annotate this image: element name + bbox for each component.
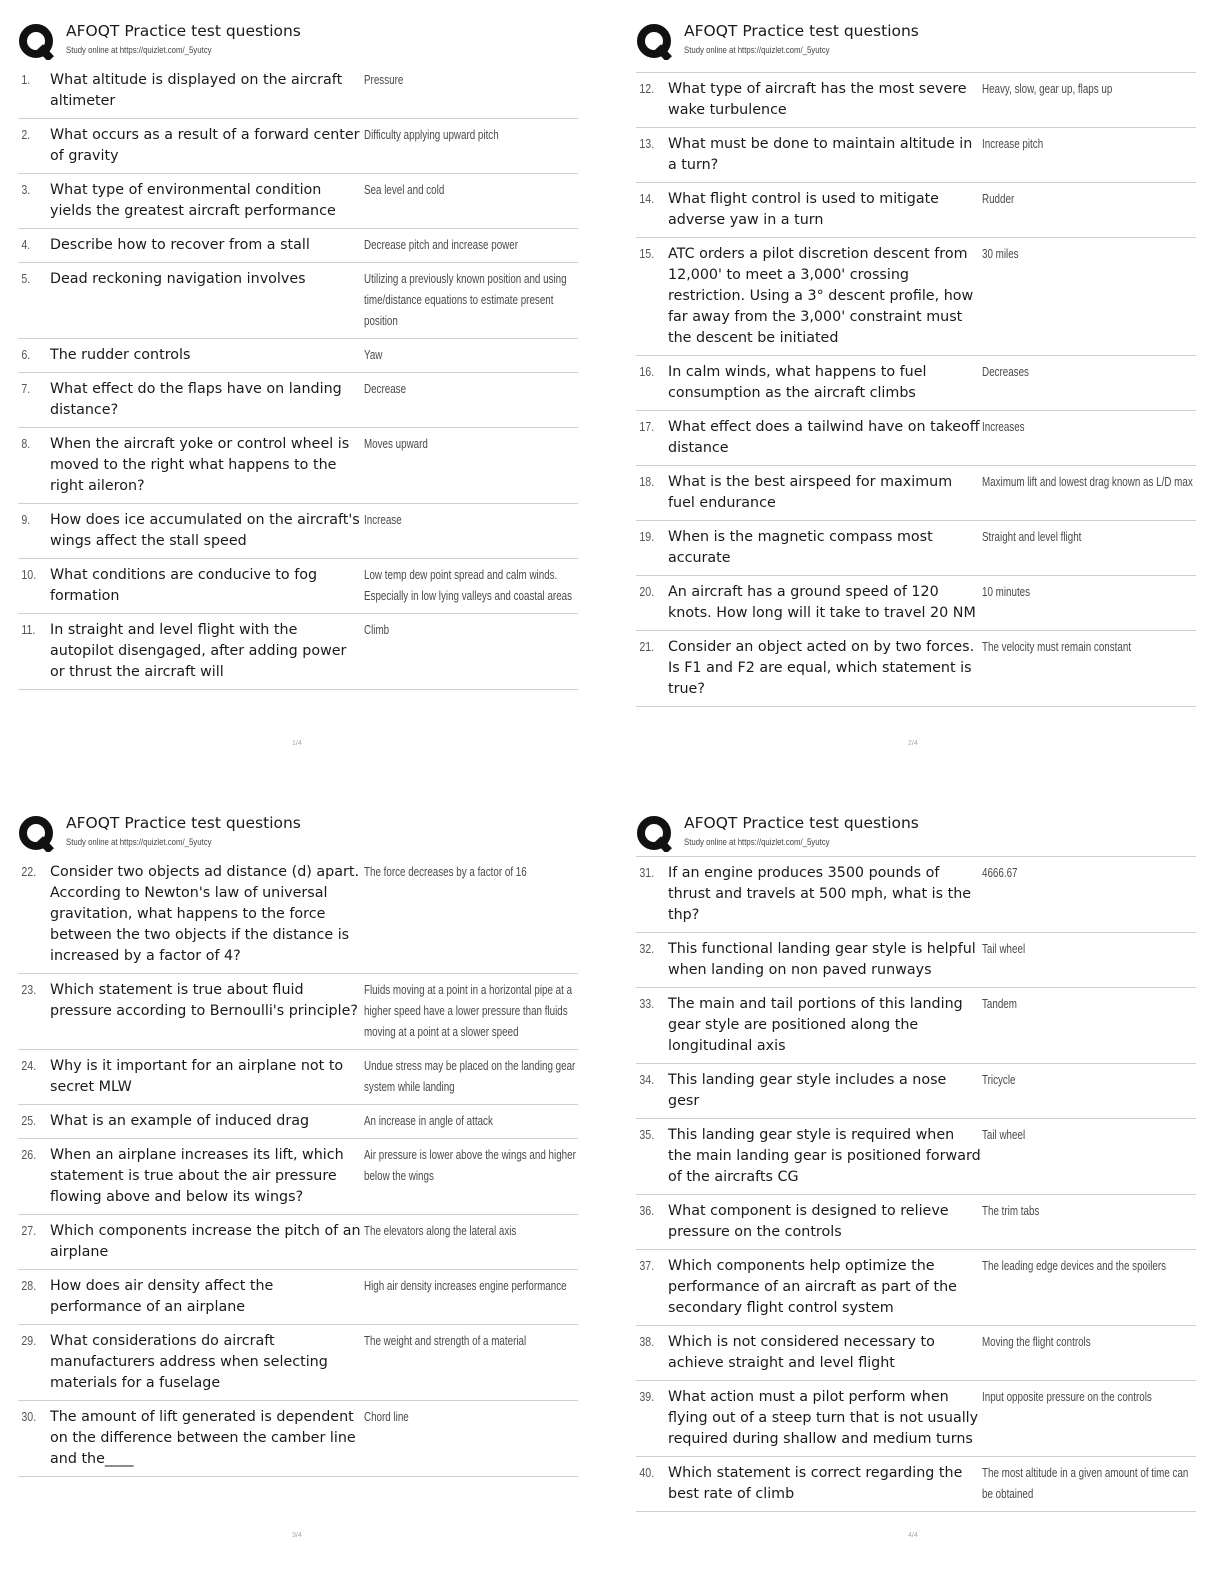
question-number: 13.	[639, 137, 655, 151]
question-text: Which statement is correct regarding the best rate of climb	[668, 1465, 963, 1502]
question-number: 21.	[639, 640, 655, 654]
question-list	[18, 64, 578, 690]
question-row	[18, 373, 578, 428]
question-text: Which components increase the pitch of an airplane	[50, 1223, 361, 1260]
question-text: What conditions are conducive to fog formation	[50, 567, 318, 604]
question-list	[636, 72, 1196, 707]
question-text: Consider two objects ad distance (d) apart. According to Newton's law of universal gravitation, what happens to the force between the two objects if the distance is increased by a factor of 4?	[50, 864, 360, 964]
question-text: In calm winds, what happens to fuel consumption as the aircraft climbs	[668, 364, 927, 401]
question-row	[636, 576, 1196, 631]
page-header	[636, 20, 1196, 64]
answer-text: The leading edge devices and the spoilers	[982, 1259, 1167, 1273]
study-online-link[interactable]: Study online at https://quizlet.com/_5yutcy	[684, 837, 830, 848]
question-number: 35.	[639, 1128, 655, 1142]
question-text: Which components help optimize the performance of an aircraft as part of the secondary flight control system	[668, 1258, 957, 1316]
answer-text: Increase pitch	[982, 137, 1044, 151]
question-row	[636, 1381, 1196, 1457]
question-row	[636, 1119, 1196, 1195]
page-number: 2/4	[908, 740, 918, 747]
question-row	[18, 1139, 578, 1215]
question-text: Consider an object acted on by two forces. Is F1 and F2 are equal, which statement is true?	[668, 639, 975, 697]
answer-text: Chord line	[364, 1410, 409, 1424]
answer-cell	[364, 269, 578, 332]
answer-cell	[982, 1387, 1196, 1450]
page-number: 1/4	[292, 740, 302, 747]
question-row	[18, 1270, 578, 1325]
question-number: 11.	[21, 623, 36, 637]
answer-text: Decrease pitch and increase power	[364, 238, 518, 252]
question-text: The main and tail portions of this landing gear style are positioned along the longitudinal axis	[668, 996, 963, 1054]
question-row	[18, 339, 578, 373]
question-number: 39.	[639, 1390, 655, 1404]
answer-cell	[982, 527, 1196, 569]
question-number: 2.	[21, 128, 31, 142]
page-number: 3/4	[292, 1532, 302, 1539]
answer-text: Increase	[364, 513, 402, 527]
question-row	[18, 856, 578, 974]
question-text: When the aircraft yoke or control wheel is moved to the right what happens to the right aileron?	[50, 436, 350, 494]
answer-text: Climb	[364, 623, 390, 637]
answer-cell	[364, 1145, 578, 1208]
question-row	[636, 411, 1196, 466]
answer-cell	[982, 79, 1196, 121]
page-number: 4/4	[908, 1532, 918, 1539]
question-row	[18, 504, 578, 559]
question-row	[636, 1250, 1196, 1326]
page-3	[18, 812, 578, 1477]
question-row	[636, 1064, 1196, 1119]
answer-text: High air density increases engine performance	[364, 1279, 567, 1293]
question-text: When is the magnetic compass most accurate	[668, 529, 933, 566]
question-text: What effect do the flaps have on landing distance?	[50, 381, 342, 418]
question-number: 5.	[21, 272, 31, 286]
question-list	[636, 856, 1196, 1512]
answer-text: Tandem	[982, 997, 1017, 1011]
question-number: 14.	[639, 192, 655, 206]
question-text: What is the best airspeed for maximum fuel endurance	[668, 474, 953, 511]
question-row	[18, 974, 578, 1050]
answer-cell	[364, 379, 578, 421]
question-number: 9.	[21, 513, 31, 527]
answer-text: The weight and strength of a material	[364, 1334, 527, 1348]
answer-text: Moving the flight controls	[982, 1335, 1091, 1349]
question-text: What type of aircraft has the most severe wake turbulence	[668, 81, 967, 118]
question-number: 25.	[21, 1114, 37, 1128]
answer-cell	[364, 1056, 578, 1098]
page-header	[636, 812, 1196, 856]
answer-cell	[982, 582, 1196, 624]
answer-text: Fluids moving at a point in a horizontal pipe at a higher speed have a lower pressure than fluids moving at a point at a slower speed	[364, 983, 573, 1039]
answer-text: Air pressure is lower above the wings and higher below the wings	[364, 1148, 576, 1183]
answer-text: 4666.67	[982, 866, 1018, 880]
question-number: 27.	[21, 1224, 37, 1238]
answer-text: Sea level and cold	[364, 183, 445, 197]
question-row	[636, 466, 1196, 521]
question-text: If an engine produces 3500 pounds of thrust and travels at 500 mph, what is the thp?	[668, 865, 972, 923]
question-text: Which statement is true about fluid pressure according to Bernoulli's principle?	[50, 982, 358, 1019]
question-text: ATC orders a pilot discretion descent from 12,000' to meet a 3,000' crossing restriction. Using a 3° descent profile, how far away from the 3,000' constraint must the descent be initiated	[668, 246, 974, 346]
answer-cell	[982, 189, 1196, 231]
question-row	[18, 1050, 578, 1105]
answer-cell	[364, 70, 578, 112]
answer-text: Tail wheel	[982, 1128, 1026, 1142]
answer-text: Heavy, slow, gear up, flaps up	[982, 82, 1113, 96]
question-row	[636, 73, 1196, 128]
quizlet-logo-icon	[636, 816, 672, 852]
answer-text: Decreases	[982, 365, 1029, 379]
question-text: Describe how to recover from a stall	[50, 237, 310, 253]
answer-text: The most altitude in a given amount of time can be obtained	[982, 1466, 1189, 1501]
question-number: 36.	[639, 1204, 655, 1218]
answer-cell	[982, 1201, 1196, 1243]
answer-cell	[364, 434, 578, 497]
question-number: 8.	[21, 437, 31, 451]
answer-text: Low temp dew point spread and calm winds. Especially in low lying valleys and coastal areas	[364, 568, 573, 603]
question-text: Why is it important for an airplane not to secret MLW	[50, 1058, 344, 1095]
question-text: What flight control is used to mitigate adverse yaw in a turn	[668, 191, 939, 228]
question-row	[18, 428, 578, 504]
answer-text: Difficulty applying upward pitch	[364, 128, 499, 142]
answer-text: Increases	[982, 420, 1025, 434]
question-row	[636, 356, 1196, 411]
question-row	[636, 988, 1196, 1064]
question-text: What action must a pilot perform when flying out of a steep turn that is not usually required during shallow and medium turns	[668, 1389, 979, 1447]
question-text: Dead reckoning navigation involves	[50, 271, 306, 287]
question-row	[18, 559, 578, 614]
question-number: 30.	[21, 1410, 37, 1424]
question-number: 16.	[639, 365, 655, 379]
question-row	[18, 1215, 578, 1270]
answer-text: The trim tabs	[982, 1204, 1040, 1218]
page-header	[18, 20, 578, 64]
question-number: 3.	[21, 183, 31, 197]
answer-cell	[364, 620, 578, 683]
study-online-link[interactable]: Study online at https://quizlet.com/_5yutcy	[684, 45, 830, 56]
answer-cell	[364, 862, 578, 967]
answer-cell	[364, 235, 578, 256]
question-row	[18, 1105, 578, 1139]
question-row	[636, 1195, 1196, 1250]
question-text: Which is not considered necessary to achieve straight and level flight	[668, 1334, 935, 1371]
page-title: AFOQT Practice test questions	[684, 22, 919, 40]
question-number: 31.	[639, 866, 655, 880]
answer-cell	[982, 362, 1196, 404]
answer-text: 30 miles	[982, 247, 1019, 261]
answer-text: Rudder	[982, 192, 1015, 206]
question-number: 29.	[21, 1334, 37, 1348]
question-row	[18, 119, 578, 174]
page-1	[18, 20, 578, 690]
question-number: 32.	[639, 942, 655, 956]
answer-cell	[982, 994, 1196, 1057]
question-text: What is an example of induced drag	[50, 1113, 310, 1129]
question-text: This landing gear style is required when the main landing gear is positioned forward of the aircrafts CG	[668, 1127, 981, 1185]
page-title: AFOQT Practice test questions	[66, 22, 301, 40]
question-number: 24.	[21, 1059, 37, 1073]
question-text: This landing gear style includes a nose gesr	[668, 1072, 947, 1109]
question-number: 17.	[639, 420, 655, 434]
answer-text: The force decreases by a factor of 16	[364, 865, 527, 879]
question-row	[636, 857, 1196, 933]
question-number: 1.	[21, 73, 31, 87]
answer-cell	[982, 939, 1196, 981]
answer-text: Tricycle	[982, 1073, 1016, 1087]
question-number: 40.	[639, 1466, 655, 1480]
question-number: 22.	[21, 865, 37, 879]
question-number: 18.	[639, 475, 655, 489]
question-text: The rudder controls	[50, 347, 191, 363]
question-number: 10.	[21, 568, 37, 582]
answer-cell	[364, 510, 578, 552]
question-row	[636, 238, 1196, 356]
answer-text: Straight and level flight	[982, 530, 1082, 544]
question-text: The amount of lift generated is dependent on the difference between the camber line and the____	[50, 1409, 356, 1467]
question-number: 28.	[21, 1279, 37, 1293]
answer-cell	[982, 244, 1196, 349]
answer-cell	[982, 1463, 1196, 1505]
question-row	[636, 631, 1196, 707]
study-online-link[interactable]: Study online at https://quizlet.com/_5yutcy	[66, 45, 212, 56]
answer-text: 10 minutes	[982, 585, 1031, 599]
question-text: What effect does a tailwind have on takeoff distance	[668, 419, 980, 456]
question-row	[636, 128, 1196, 183]
question-number: 15.	[639, 247, 655, 261]
answer-text: Undue stress may be placed on the landing gear system while landing	[364, 1059, 576, 1094]
question-list	[18, 856, 578, 1477]
question-number: 34.	[639, 1073, 655, 1087]
page-title: AFOQT Practice test questions	[684, 814, 919, 832]
question-number: 26.	[21, 1148, 37, 1162]
question-number: 7.	[21, 382, 31, 396]
question-text: An aircraft has a ground speed of 120 knots. How long will it take to travel 20 NM	[668, 584, 976, 621]
quizlet-logo-icon	[636, 24, 672, 60]
question-row	[18, 174, 578, 229]
answer-cell	[364, 1407, 578, 1470]
answer-cell	[982, 637, 1196, 700]
answer-cell	[982, 472, 1196, 514]
question-row	[636, 1326, 1196, 1381]
answer-cell	[982, 1125, 1196, 1188]
answer-cell	[982, 863, 1196, 926]
answer-cell	[982, 1070, 1196, 1112]
answer-cell	[364, 125, 578, 167]
question-number: 38.	[639, 1335, 655, 1349]
answer-cell	[364, 1221, 578, 1263]
question-number: 37.	[639, 1259, 655, 1273]
question-text: How does ice accumulated on the aircraft's wings affect the stall speed	[50, 512, 360, 549]
answer-cell	[364, 565, 578, 607]
question-text: What occurs as a result of a forward center of gravity	[50, 127, 360, 164]
answer-cell	[364, 980, 578, 1043]
question-number: 19.	[639, 530, 655, 544]
question-row	[18, 1401, 578, 1477]
question-row	[636, 933, 1196, 988]
question-text: How does air density affect the performance of an airplane	[50, 1278, 274, 1315]
answer-text: Maximum lift and lowest drag known as L/D max	[982, 475, 1193, 489]
question-row	[18, 614, 578, 690]
question-text: This functional landing gear style is helpful when landing on non paved runways	[668, 941, 976, 978]
question-text: What considerations do aircraft manufacturers address when selecting materials for a fuselage	[50, 1333, 328, 1391]
question-row	[636, 1457, 1196, 1512]
question-text: What type of environmental condition yields the greatest aircraft performance	[50, 182, 336, 219]
question-text: What altitude is displayed on the aircraft altimeter	[50, 72, 343, 109]
answer-cell	[364, 345, 578, 366]
question-row	[18, 64, 578, 119]
question-number: 4.	[21, 238, 31, 252]
answer-cell	[364, 1331, 578, 1394]
question-row	[18, 263, 578, 339]
question-row	[636, 521, 1196, 576]
answer-text: Input opposite pressure on the controls	[982, 1390, 1152, 1404]
page-title: AFOQT Practice test questions	[66, 814, 301, 832]
answer-text: Decrease	[364, 382, 407, 396]
answer-text: An increase in angle of attack	[364, 1114, 493, 1128]
answer-cell	[982, 1332, 1196, 1374]
quizlet-logo-icon	[18, 24, 54, 60]
question-text: In straight and level flight with the autopilot disengaged, after adding power or thrust the aircraft will	[50, 622, 347, 680]
answer-text: Yaw	[364, 348, 383, 362]
answer-cell	[982, 1256, 1196, 1319]
quizlet-logo-icon	[18, 816, 54, 852]
answer-cell	[364, 1111, 578, 1132]
question-number: 23.	[21, 983, 37, 997]
question-number: 6.	[21, 348, 31, 362]
answer-cell	[364, 1276, 578, 1318]
question-number: 12.	[639, 82, 655, 96]
answer-cell	[982, 417, 1196, 459]
question-text: What must be done to maintain altitude in a turn?	[668, 136, 973, 173]
answer-text: The velocity must remain constant	[982, 640, 1132, 654]
answer-text: Utilizing a previously known position and using time/distance equations to estimate present position	[364, 272, 567, 328]
question-row	[18, 229, 578, 263]
question-number: 20.	[639, 585, 655, 599]
question-text: What component is designed to relieve pressure on the controls	[668, 1203, 949, 1240]
answer-cell	[982, 134, 1196, 176]
page-4	[636, 812, 1196, 1512]
question-row	[18, 1325, 578, 1401]
question-number: 33.	[639, 997, 655, 1011]
page-header	[18, 812, 578, 856]
question-row	[636, 183, 1196, 238]
answer-text: Tail wheel	[982, 942, 1026, 956]
answer-cell	[364, 180, 578, 222]
answer-text: Moves upward	[364, 437, 428, 451]
page-2	[636, 20, 1196, 707]
study-online-link[interactable]: Study online at https://quizlet.com/_5yutcy	[66, 837, 212, 848]
question-text: When an airplane increases its lift, which statement is true about the air pressure flowing above and below its wings?	[50, 1147, 344, 1205]
answer-text: The elevators along the lateral axis	[364, 1224, 517, 1238]
answer-text: Pressure	[364, 73, 404, 87]
